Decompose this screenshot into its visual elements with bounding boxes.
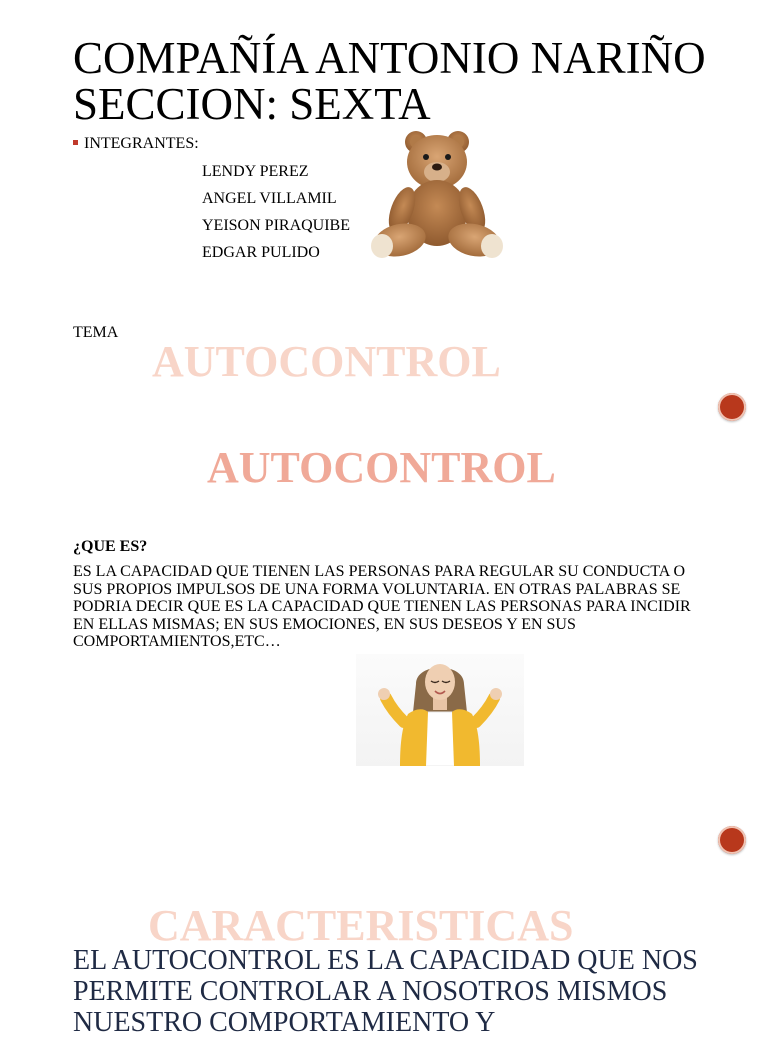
- member-name: ANGEL VILLAMIL: [202, 190, 337, 207]
- definition-text: ES LA CAPACIDAD QUE TIENEN LAS PERSONAS PARA REGULAR SU CONDUCTA O SUS PROPIOS IMPULSOS DE UNA FORMA VOLUNTARIA. EN OTRAS PALABRAS SE PODRIA DECIR QUE ES LA CAPACIDAD QUE TIENEN LAS PERSONAS PARA INCIDIR EN ELLAS MISMAS; EN SUS EMOCIONES, EN SUS DESEOS Y EN SUS COMPORTAMIENTOS,ETC…: [73, 563, 691, 650]
- slide1-title-line1: COMPAÑÍA ANTONIO NARIÑO: [73, 33, 706, 83]
- bullet-square-icon: [73, 140, 78, 145]
- member-name: LENDY PEREZ: [202, 163, 309, 180]
- meditating-woman-icon: [356, 654, 524, 766]
- slide-nav-dot-icon[interactable]: [718, 826, 746, 854]
- question-heading: ¿QUE ES?: [73, 538, 148, 555]
- slide-nav-dot-icon[interactable]: [718, 393, 746, 421]
- topic-label: TEMA: [73, 324, 119, 341]
- autocontrol-heading: AUTOCONTROL: [207, 443, 556, 492]
- member-name: YEISON PIRAQUIBE: [202, 217, 350, 234]
- member-name: EDGAR PULIDO: [202, 244, 320, 261]
- teddy-bear-icon: [366, 128, 506, 262]
- characteristics-heading: CARACTERISTICAS: [148, 901, 574, 950]
- members-label: INTEGRANTES:: [84, 135, 199, 152]
- characteristics-body: EL AUTOCONTROL ES LA CAPACIDAD QUE NOS PERMITE CONTROLAR A NOSOTROS MISMOS NUESTRO COMPORTAMIENTO Y: [73, 945, 698, 1038]
- members-label-row: [73, 134, 199, 154]
- topic-title-faded: AUTOCONTROL: [152, 337, 501, 386]
- slide1-title-line2: SECCION: SEXTA: [73, 79, 431, 129]
